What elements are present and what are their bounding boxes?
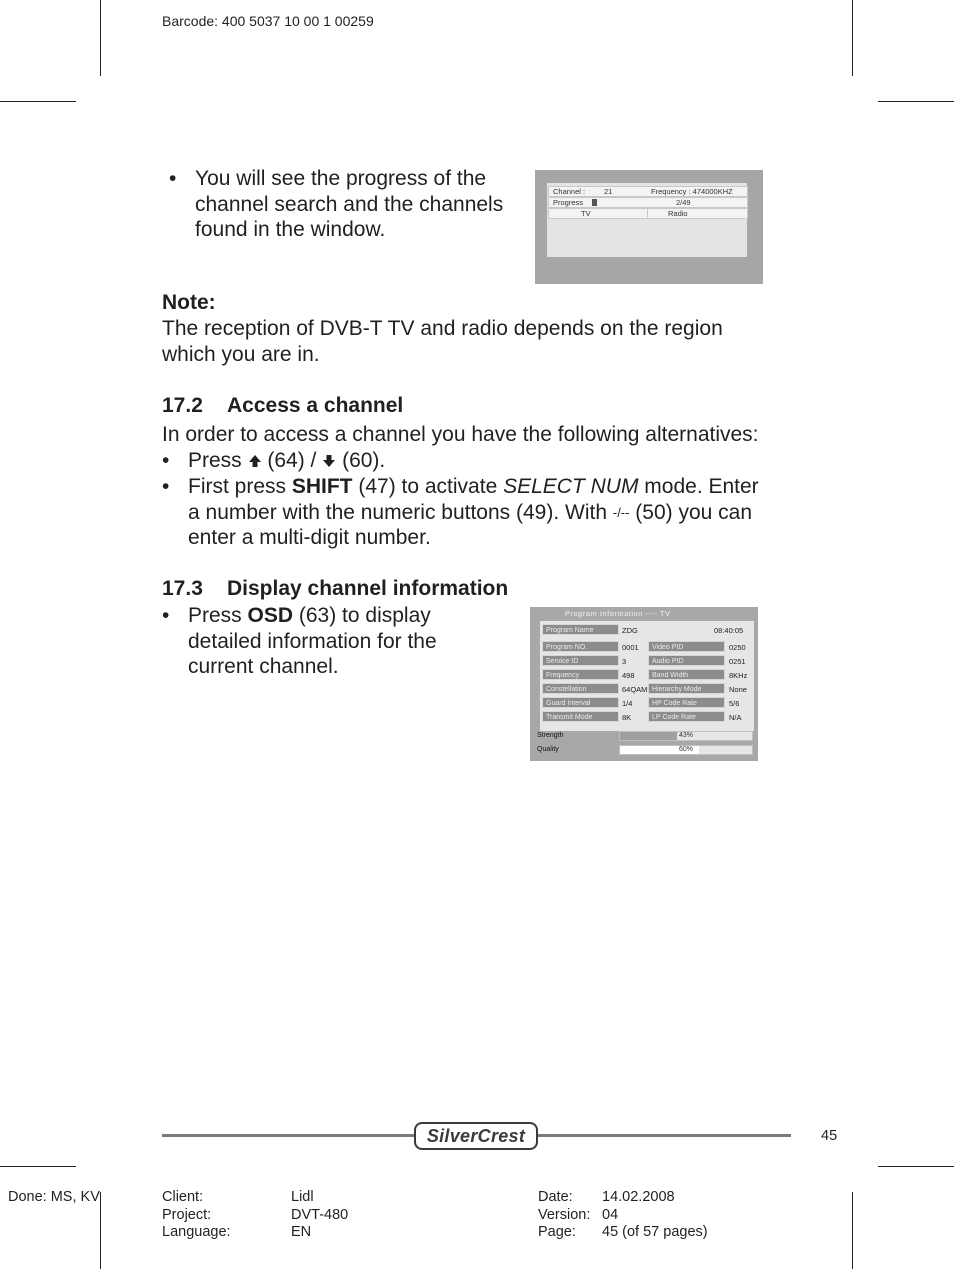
info-value: 1/4	[622, 699, 633, 708]
info-value: 0251	[729, 657, 746, 666]
page-label: Page:	[538, 1224, 576, 1240]
info-value: 5/6	[729, 699, 740, 708]
quality-label: Quality	[537, 746, 559, 753]
section-number: 17.3	[162, 577, 203, 600]
frequency-label: Frequency : 474000KHZ	[651, 187, 733, 196]
press-text: Press	[188, 449, 242, 472]
text: First press	[188, 475, 292, 498]
channel-search-screen	[535, 170, 763, 284]
osd-line-3: current channel.	[188, 655, 339, 678]
program-name-label: Program Name	[542, 624, 619, 635]
brand-logo-text: SilverCrest	[426, 1126, 526, 1146]
info-value: 64QAM	[622, 685, 648, 694]
program-name-value: ZDG	[622, 626, 638, 635]
info-value: 0250	[729, 643, 746, 652]
info-label: HP Code Rate	[648, 697, 725, 708]
note-text	[162, 316, 723, 367]
strength-value: 43%	[678, 732, 693, 739]
bullet-dot: •	[162, 449, 170, 472]
intro-text	[195, 166, 525, 243]
info-label: Band Width	[648, 669, 725, 680]
date-label: Date:	[538, 1189, 573, 1205]
select-num-mode: SELECT NUM	[503, 475, 639, 498]
info-value: 8K	[622, 713, 632, 722]
shift-line-2	[188, 500, 759, 526]
shift-instructions	[188, 474, 759, 551]
version-label: Version:	[538, 1207, 591, 1223]
crop-mark	[0, 101, 76, 102]
press-mid-text: (64) /	[267, 449, 317, 472]
brand-logo	[414, 1122, 538, 1150]
footer-rule-left	[162, 1134, 418, 1137]
quality-bar	[619, 745, 753, 755]
press-post-text: (60).	[342, 449, 386, 472]
info-value: 498	[622, 671, 635, 680]
crop-mark	[0, 1166, 76, 1167]
progress-value: 2/49	[676, 198, 691, 207]
done-by: Done: MS, KV	[8, 1189, 100, 1205]
list-header-row	[548, 208, 748, 219]
crop-mark	[878, 101, 954, 102]
text: a number with the numeric buttons (49). With	[188, 500, 613, 524]
shift-line-1	[188, 474, 759, 500]
info-label: Service ID	[542, 655, 619, 666]
info-label: LP Code Rate	[648, 711, 725, 722]
program-time: 08:40:05	[714, 626, 744, 635]
arrow-down-icon	[322, 454, 336, 468]
language-value: EN	[291, 1224, 312, 1240]
section-intro: In order to access a channel you have the following alternatives:	[162, 423, 759, 446]
channel-label: Channel :	[553, 187, 586, 196]
info-label: Guard Interval	[542, 697, 619, 708]
project-value: DVT-480	[291, 1207, 349, 1223]
multi-digit-key-symbol: -/--	[612, 504, 630, 520]
crop-mark	[852, 0, 853, 76]
osd-instructions	[188, 603, 437, 680]
note-line: which you are in.	[162, 342, 320, 366]
progress-bar-fill	[592, 199, 597, 206]
section-title: Access a channel	[227, 394, 404, 417]
arrow-up-icon	[248, 454, 262, 468]
bullet-dot: •	[162, 475, 170, 498]
date-value: 14.02.2008	[602, 1189, 675, 1205]
program-info-screen	[530, 607, 758, 761]
info-label: Audio PID	[648, 655, 725, 666]
page-number: 45	[821, 1128, 838, 1144]
press-arrows-line	[188, 448, 385, 474]
osd-key-label: OSD	[247, 604, 294, 627]
radio-column-label: Radio	[668, 209, 688, 218]
info-label: Program NO.	[542, 641, 619, 652]
section-number: 17.2	[162, 394, 203, 417]
osd-line-1	[188, 603, 437, 629]
quality-value: 60%	[678, 746, 693, 753]
bullet-dot: •	[169, 167, 177, 190]
channel-value: 21	[604, 187, 613, 196]
progress-row	[548, 197, 748, 208]
crop-mark	[878, 1166, 954, 1167]
strength-bar	[619, 731, 753, 741]
shift-line-3: enter a multi-digit number.	[188, 526, 431, 549]
language-label: Language:	[162, 1224, 231, 1240]
crop-mark	[100, 0, 101, 76]
text: (47) to activate	[352, 475, 504, 498]
intro-line: You will see the progress of the	[195, 167, 487, 190]
info-value: 3	[622, 657, 627, 666]
text: (63) to display	[293, 604, 431, 627]
crop-mark	[100, 1192, 101, 1269]
client-value: Lidl	[291, 1189, 314, 1205]
info-label: Hierarchy Mode	[648, 683, 725, 694]
version-value: 04	[602, 1207, 619, 1223]
page-value: 45 (of 57 pages)	[602, 1224, 708, 1240]
program-info-panel	[540, 621, 754, 731]
osd-line-2: detailed information for the	[188, 629, 437, 653]
info-label: Transmit Mode	[542, 711, 619, 722]
info-value: 0001	[622, 643, 639, 652]
channel-row	[548, 186, 748, 197]
shift-key-label: SHIFT	[291, 475, 353, 498]
crop-mark	[852, 1192, 853, 1269]
info-value: None	[729, 685, 747, 694]
info-label: Constellation	[542, 683, 619, 694]
text: Press	[188, 604, 248, 627]
note-heading: Note:	[162, 291, 216, 314]
strength-label: Strength	[537, 732, 564, 739]
column-divider	[647, 209, 648, 218]
note-line: The reception of DVB-T TV and radio depends on the region	[162, 317, 723, 340]
intro-line: found in the window.	[195, 218, 386, 241]
info-value: N/A	[729, 713, 742, 722]
section-title: Display channel information	[227, 577, 509, 600]
info-value: 8KHz	[729, 671, 748, 680]
info-label: Video PID	[648, 641, 725, 652]
intro-line: channel search and the channels	[195, 192, 504, 216]
text: mode. Enter	[638, 475, 759, 498]
project-label: Project:	[162, 1207, 212, 1223]
text: (50) you can	[629, 500, 753, 524]
progress-label: Progress	[553, 198, 584, 207]
program-info-title: Program Information ---- TV	[565, 609, 671, 618]
tv-column-label: TV	[581, 209, 591, 218]
footer-rule-right	[537, 1134, 791, 1137]
client-label: Client:	[162, 1189, 204, 1205]
barcode: Barcode: 400 5037 10 00 1 00259	[162, 13, 374, 29]
info-label: Frequency	[542, 669, 619, 680]
bullet-dot: •	[162, 604, 170, 627]
channel-search-panel	[547, 183, 747, 257]
